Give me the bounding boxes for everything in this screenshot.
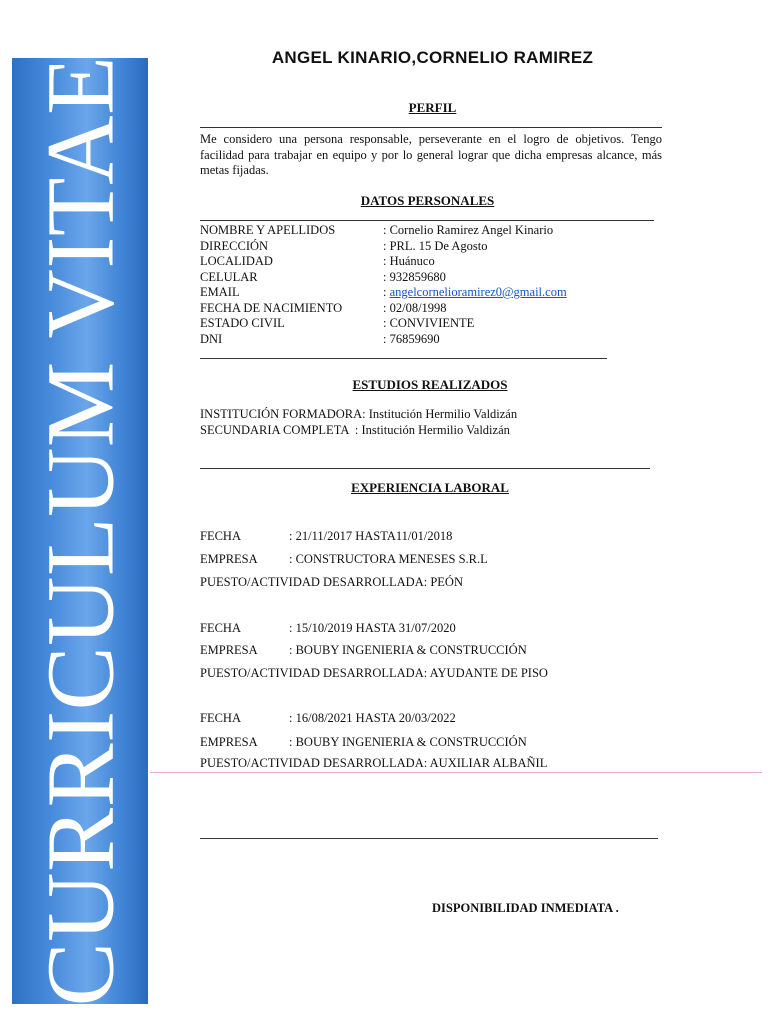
field-label: DIRECCIÓN (200, 238, 269, 253)
job-company (200, 552, 488, 567)
field-label: ESTADO CIVIL (200, 316, 285, 330)
job-date (200, 621, 456, 636)
field-value: : CONVIVIENTE (383, 316, 475, 330)
study-line: SECUNDARIA COMPLETA : Institución Hermilio Valdizán (200, 423, 510, 437)
job-date (200, 529, 452, 544)
job-position: PUESTO/ACTIVIDAD DESARROLLADA: PEÓN (200, 575, 463, 589)
date-label: FECHA (200, 529, 241, 543)
candidate-name: ANGEL KINARIO,CORNELIO RAMIREZ (271, 48, 594, 67)
personal-data-row (200, 239, 567, 255)
company-value: : CONSTRUCTORA MENESES S.R.L (289, 552, 488, 566)
email-link[interactable]: angelcornelioramirez0@gmail.com (389, 285, 567, 299)
field-label: DNI (200, 331, 223, 346)
job-position: PUESTO/ACTIVIDAD DESARROLLADA: AUXILIAR ALBAÑIL (200, 756, 548, 770)
field-label: CELULAR (200, 269, 258, 284)
personal-data-row (200, 285, 567, 301)
personal-data-row (200, 223, 567, 239)
company-label: EMPRESA (200, 552, 258, 566)
scan-artifact-line (150, 772, 762, 773)
field-value: : Huánuco (383, 254, 435, 268)
field-value: : 76859690 (383, 331, 440, 346)
personal-data-row (200, 316, 567, 332)
job-company (200, 643, 527, 658)
field-label: LOCALIDAD (200, 254, 273, 268)
section-title-perfil: PERFIL (408, 100, 457, 115)
field-value: : 02/08/1998 (383, 300, 447, 315)
date-label: FECHA (200, 621, 241, 635)
company-label: EMPRESA (200, 643, 258, 657)
curriculum-vitae-banner (12, 55, 148, 1007)
availability-note: DISPONIBILIDAD INMEDIATA . (432, 901, 619, 915)
section-title-datos-personales: DATOS PERSONALES (360, 193, 495, 208)
personal-data-row (200, 332, 567, 348)
banner-title: CURRICULUM VITAE (26, 55, 134, 1007)
divider (200, 358, 607, 359)
field-label: EMAIL (200, 285, 240, 299)
company-label: EMPRESA (200, 735, 258, 749)
field-label: NOMBRE Y APELLIDOS (200, 223, 336, 237)
divider (200, 838, 658, 839)
personal-data-list (200, 223, 567, 347)
company-value: : BOUBY INGENIERIA & CONSTRUCCIÓN (289, 643, 527, 657)
divider (200, 468, 650, 469)
date-label: FECHA (200, 711, 241, 725)
job-date (200, 711, 456, 726)
section-title-experiencia: EXPERIENCIA LABORAL (351, 480, 509, 495)
field-label: FECHA DE NACIMIENTO (200, 300, 343, 315)
date-value: : 21/11/2017 HASTA11/01/2018 (289, 529, 453, 543)
field-value: : 932859680 (383, 269, 446, 284)
company-value: : BOUBY INGENIERIA & CONSTRUCCIÓN (289, 735, 527, 749)
date-value: : 16/08/2021 HASTA 20/03/2022 (289, 711, 456, 725)
personal-data-row (200, 301, 567, 317)
personal-data-row (200, 270, 567, 286)
field-value: : Cornelio Ramirez Angel Kinario (383, 223, 554, 237)
section-title-estudios: ESTUDIOS REALIZADOS (352, 377, 508, 392)
study-line: INSTITUCIÓN FORMADORA: Institución Hermilio Valdizán (200, 407, 518, 421)
divider (200, 127, 662, 128)
divider (200, 220, 654, 221)
date-value: : 15/10/2019 HASTA 31/07/2020 (289, 621, 456, 635)
email-colon: : (383, 285, 390, 299)
job-position: PUESTO/ACTIVIDAD DESARROLLADA: AYUDANTE DE PISO (200, 666, 548, 680)
profile-text: Me considero una persona responsable, perseverante en el logro de objetivos. Tengo facilidad para trabajar en equipo y por lo general lograr que dicha empresas alcance, más metas fijadas. (200, 132, 662, 177)
field-value: : PRL. 15 De Agosto (383, 238, 488, 253)
job-company (200, 735, 527, 750)
personal-data-row (200, 254, 567, 270)
